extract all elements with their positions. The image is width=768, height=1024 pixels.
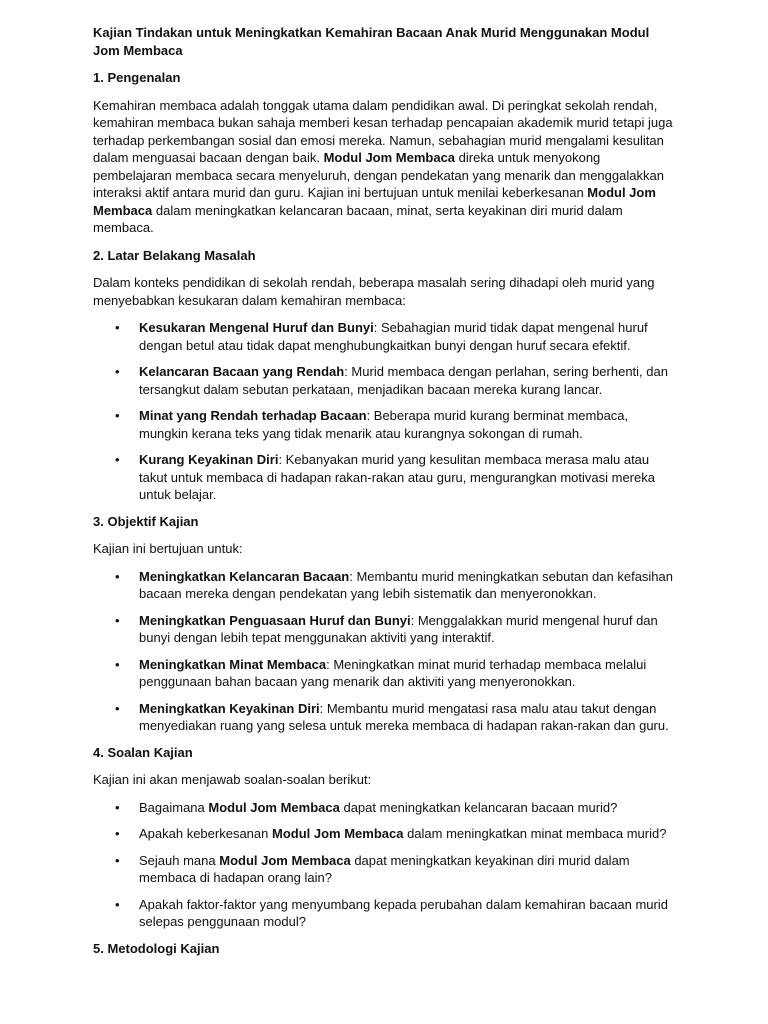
soalan-intro: Kajian ini akan menjawab soalan-soalan berikut:	[93, 772, 372, 787]
item-pre: Apakah keberkesanan	[139, 826, 272, 841]
document-title: Kajian Tindakan untuk Meningkatkan Kemahiran Bacaan Anak Murid Menggunakan Modul Jom Membaca	[93, 25, 650, 58]
text-run: direka untuk menyokong pembelajaran membaca secara menyeluruh, dengan pendekatan yang menarik dan menggalakkan interaksi aktif antara murid dan guru. Kajian ini bertujuan untuk menilai keberkesanan	[93, 150, 664, 200]
item-pre: Sejauh mana	[139, 852, 220, 868]
list-item	[93, 700, 678, 735]
item-desc: : Meningkatkan minat murid terhadap membaca melalui penggunaan bahan bacaan yang menarik dan aktiviti yang menyeronokkan.	[139, 656, 647, 689]
item-desc: : Menggalakkan murid mengenal huruf dan bunyi dengan lebih tepat menggunakan aktiviti yang interaktif.	[139, 612, 658, 645]
item-post: dalam meningkatkan minat membaca murid?	[403, 826, 667, 841]
latar-belakang-intro: Dalam konteks pendidikan di sekolah rendah, beberapa masalah sering dihadapi oleh murid yang menyebabkan kesukaran dalam kemahiran membaca:	[93, 275, 655, 308]
item-pre: Apakah faktor-faktor yang menyumbang kepada perubahan dalam kemahiran bacaan murid selepas penggunaan modul?	[139, 896, 668, 929]
list-item	[93, 363, 678, 398]
question-list	[93, 799, 678, 931]
list-item	[93, 896, 678, 931]
list-item	[93, 319, 678, 354]
bullet-icon: •	[115, 452, 120, 467]
list-item	[93, 568, 678, 603]
list-item	[93, 825, 678, 843]
item-term: Meningkatkan Kelancaran Bacaan	[139, 568, 350, 584]
section-heading-metodologi: 5. Metodologi Kajian	[93, 940, 220, 956]
bullet-icon: •	[115, 408, 120, 423]
list-item	[93, 799, 678, 817]
list-item	[93, 612, 678, 647]
section-heading-objektif: 3. Objektif Kajian	[93, 513, 199, 529]
bullet-icon: •	[115, 364, 120, 379]
text-run: dalam meningkatkan kelancaran bacaan, minat, serta keyakinan diri murid dalam membaca.	[93, 202, 623, 235]
bullet-icon: •	[115, 612, 120, 628]
bullet-icon: •	[115, 320, 120, 335]
bullet-icon: •	[115, 799, 120, 815]
section-heading-latar-belakang: 2. Latar Belakang Masalah	[93, 247, 256, 263]
item-desc: : Membantu murid mengatasi rasa malu atau takut dengan menyediakan ruang yang selesa untuk mereka membaca di hadapan rakan-rakan dan guru.	[139, 700, 669, 733]
item-term: Kurang Keyakinan Diri	[139, 452, 279, 467]
item-desc: : Murid membaca dengan perlahan, sering berhenti, dan tersangkut dalam sebutan perkataan, menjadikan bacaan mereka kurang lancar.	[139, 364, 668, 397]
bold-term: Modul Jom Membaca	[323, 150, 456, 165]
bullet-icon: •	[115, 700, 120, 716]
item-pre: Bagaimana	[139, 799, 209, 815]
objective-list	[93, 568, 678, 735]
list-item	[93, 407, 678, 442]
item-term: Kelancaran Bacaan yang Rendah	[139, 364, 345, 379]
bullet-icon: •	[115, 852, 120, 868]
item-term: Meningkatkan Minat Membaca	[139, 656, 327, 672]
item-desc: : Membantu murid meningkatkan sebutan dan kefasihan bacaan mereka dengan pendekatan yang lebih sistematik dan menyeronokkan.	[139, 568, 673, 601]
item-desc: : Sebahagian murid tidak dapat mengenal huruf dengan betul atau tidak dapat menghubungkaitkan bunyi dengan huruf secara efektif.	[139, 320, 648, 353]
list-item	[93, 656, 678, 691]
item-post: dapat meningkatkan keyakinan diri murid dalam membaca di hadapan orang lain?	[139, 852, 630, 885]
item-term: Meningkatkan Keyakinan Diri	[139, 700, 320, 716]
section-heading-soalan: 4. Soalan Kajian	[93, 744, 193, 760]
problem-list	[93, 319, 678, 504]
objektif-intro: Kajian ini bertujuan untuk:	[93, 541, 243, 556]
section-heading-pengenalan: 1. Pengenalan	[93, 70, 181, 85]
list-item	[93, 852, 678, 887]
item-bold: Modul Jom Membaca	[208, 799, 340, 815]
item-term: Minat yang Rendah terhadap Bacaan	[139, 408, 367, 423]
pengenalan-paragraph	[93, 97, 678, 237]
item-term: Meningkatkan Penguasaan Huruf dan Bunyi	[139, 612, 411, 628]
bold-term: Modul Jom Membaca	[93, 185, 656, 218]
item-desc: : Kebanyakan murid yang kesulitan membaca merasa malu atau takut untuk membaca di hadapan rakan-rakan atau guru, mengurangkan motivasi mereka untuk belajar.	[139, 452, 655, 502]
item-term: Kesukaran Mengenal Huruf dan Bunyi	[139, 320, 374, 335]
item-bold: Modul Jom Membaca	[271, 826, 404, 841]
text-run: Kemahiran membaca adalah tonggak utama dalam pendidikan awal. Di peringkat sekolah rendah, kemahiran membaca bukan sahaja memberi kesan terhadap pencapaian akademik murid tetapi juga terhadap perkembangan sosial dan emosi mereka. Namun, sebahagian murid mengalami kesulitan dalam menguasai bacaan dengan baik.	[93, 97, 673, 165]
list-item	[93, 451, 678, 504]
bullet-icon: •	[115, 568, 120, 584]
item-post: dapat meningkatkan kelancaran bacaan murid?	[339, 799, 618, 815]
bullet-icon: •	[115, 656, 120, 672]
bullet-icon: •	[115, 826, 120, 841]
item-bold: Modul Jom Membaca	[219, 852, 351, 868]
item-desc: : Beberapa murid kurang berminat membaca, mungkin kerana teks yang tidak menarik atau kurangnya sokongan di rumah.	[139, 408, 629, 441]
bullet-icon: •	[115, 896, 120, 912]
